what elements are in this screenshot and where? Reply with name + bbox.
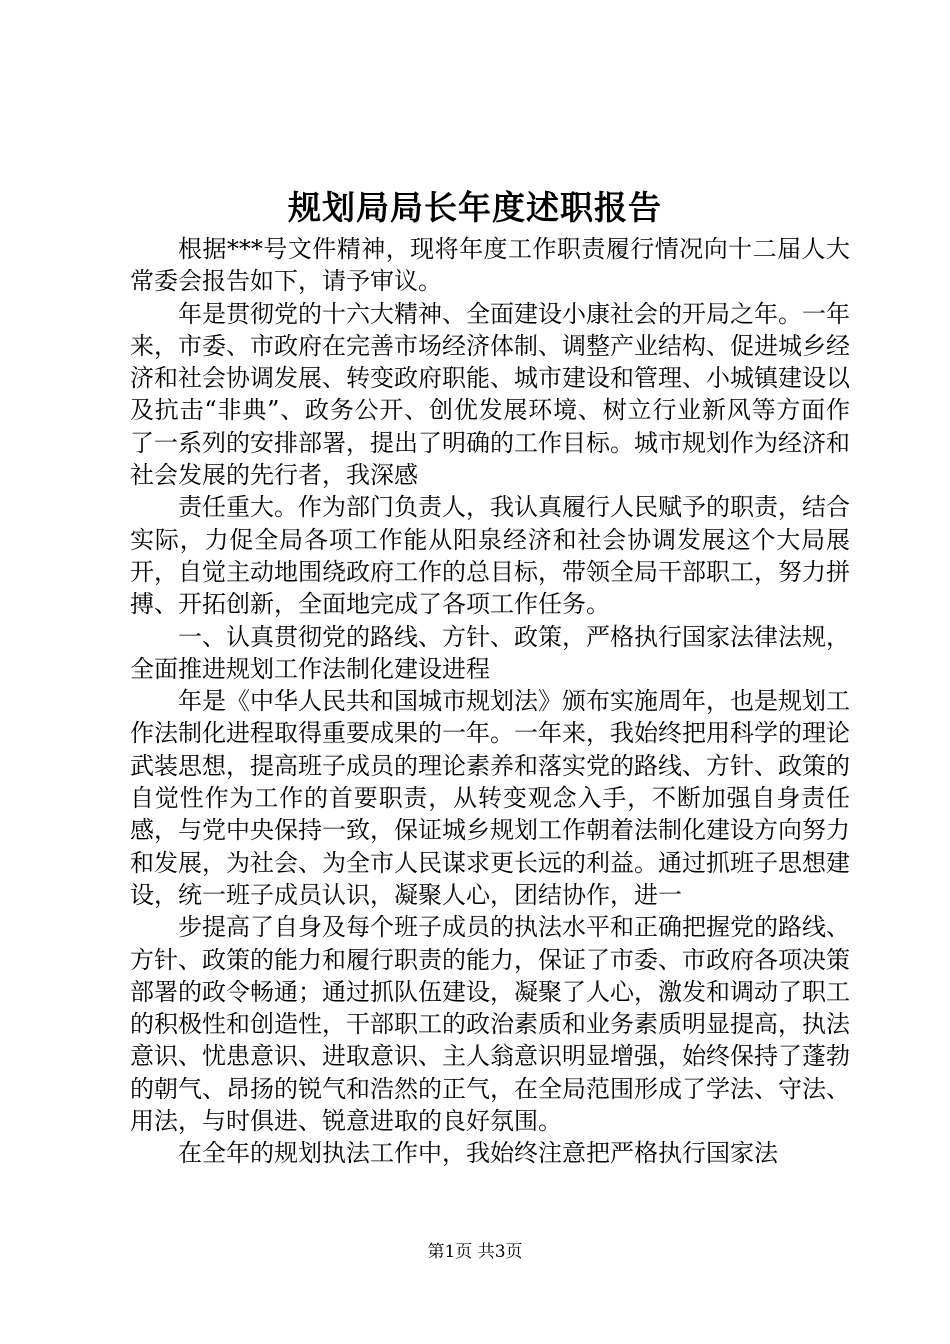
document-title: 规划局局长年度述职报告 bbox=[288, 188, 662, 227]
page-number: 第1页 共3页 bbox=[427, 1242, 523, 1262]
paragraph: 根据***号文件精神，现将年度工作职责履行情况向十二届人大常委会报告如下，请予审议。 bbox=[130, 235, 850, 296]
paragraph: 在全年的规划执法工作中，我始终注意把严格执行国家法 bbox=[178, 1139, 778, 1168]
paragraph: 年是贯彻党的十六大精神、全面建设小康社会的开局之年。一年来，市委、市政府在完善市场经济体制、调整产业结构、促进城乡经济和社会协调发展、转变政府职能、城市建设和管理、小城镇建设以及抗击“非典”、政务公开、创优发展环境、树立行业新风等方面作了一系列的安排部署，提出了明确的工作目标。城市规划作为经济和社会发展的先行者，我深感 bbox=[130, 299, 850, 490]
section-heading: 一、认真贯彻党的路线、方针、政策，严格执行国家法律法规，全面推进规划工作法制化建设进程 bbox=[130, 622, 850, 683]
paragraph: 责任重大。作为部门负责人，我认真履行人民赋予的职责，结合实际，力促全局各项工作能从阳泉经济和社会协调发展这个大局展开，自觉主动地围绕政府工作的总目标，带领全局干部职工，努力拼搏、开拓创新，全面地完成了各项工作任务。 bbox=[130, 493, 850, 619]
document-body bbox=[130, 233, 850, 1170]
paragraph: 步提高了自身及每个班子成员的执法水平和正确把握党的路线、方针、政策的能力和履行职责的能力，保证了市委、市政府各项决策部署的政令畅通；通过抓队伍建设，凝聚了人心，激发和调动了职工的积极性和创造性，干部职工的政治素质和业务素质明显提高，执法意识、忧患意识、进取意识、主人翁意识明显增强，始终保持了蓬勃的朝气、昂扬的锐气和浩然的正气，在全局范围形成了学法、守法、用法，与时俱进、锐意进取的良好氛围。 bbox=[130, 913, 850, 1136]
paragraph: 年是《中华人民共和国城市规划法》颁布实施周年，也是规划工作法制化进程取得重要成果的一年。一年来，我始终把用科学的理论武装思想，提高班子成员的理论素养和落实党的路线、方针、政策的自觉性作为工作的首要职责，从转变观念入手，不断加强自身责任感，与党中央保持一致，保证城乡规划工作朝着法制化建设方向努力和发展，为社会、为全市人民谋求更长远的利益。通过抓班子思想建设，统一班子成员认识，凝聚人心，团结协作，进一 bbox=[130, 687, 850, 909]
